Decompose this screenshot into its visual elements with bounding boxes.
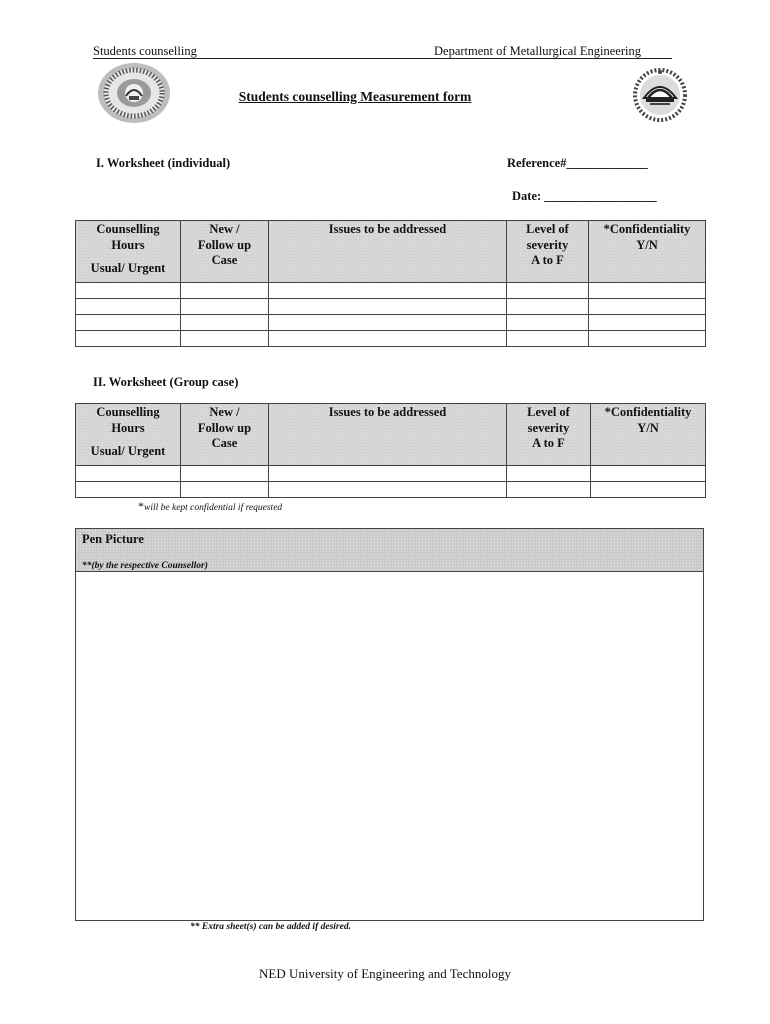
pen-picture-writing-area[interactable] — [76, 572, 703, 920]
column-header-confidentiality — [589, 221, 706, 283]
table-row — [76, 331, 706, 347]
column-header-text: New / Follow up Case — [197, 405, 252, 450]
column-header-text: Level of severity A to F — [526, 222, 569, 267]
table-cell[interactable] — [181, 331, 269, 347]
column-header-severity — [507, 404, 591, 466]
footer-text: NED University of Engineering and Technology — [259, 966, 511, 981]
table-cell[interactable] — [181, 283, 269, 299]
table-cell[interactable] — [269, 331, 507, 347]
column-header-subtext: Usual/ Urgent — [90, 444, 166, 458]
column-header-new-followup — [181, 404, 269, 466]
column-header-counselling-hours — [76, 404, 181, 466]
confidential-note-text: will be kept confidential if requested — [144, 503, 283, 513]
column-header-subtext: Usual/ Urgent — [90, 261, 166, 275]
table-cell[interactable] — [269, 315, 507, 331]
pen-picture-box — [75, 528, 704, 921]
table-row — [76, 299, 706, 315]
column-header-text: *Confidentiality Y/N — [604, 405, 692, 435]
table-cell[interactable] — [269, 482, 507, 498]
table-cell[interactable] — [589, 283, 706, 299]
table-cell[interactable] — [507, 482, 591, 498]
table-row — [76, 283, 706, 299]
table-cell[interactable] — [589, 331, 706, 347]
column-header-issues — [269, 221, 507, 283]
column-header-text: Issues to be addressed — [328, 405, 447, 419]
table-cell[interactable] — [589, 299, 706, 315]
column-header-text: New / Follow up Case — [197, 222, 252, 267]
pen-picture-subtitle: **(by the respective Counsellor) — [82, 561, 208, 571]
table-cell[interactable] — [181, 299, 269, 315]
table-cell[interactable] — [76, 331, 181, 347]
table-cell[interactable] — [507, 315, 589, 331]
worksheet1-heading: I. Worksheet (individual) — [96, 156, 231, 170]
column-header-counselling-hours — [76, 221, 181, 283]
column-header-severity — [507, 221, 589, 283]
table-cell[interactable] — [76, 299, 181, 315]
worksheet2-table — [75, 403, 706, 498]
extra-sheet-note: ** Extra sheet(s) can be added if desired. — [190, 922, 351, 932]
table-cell[interactable] — [76, 482, 181, 498]
header-left-text: Students counselling — [93, 44, 197, 58]
column-header-text: Counselling Hours — [96, 222, 160, 252]
table-cell[interactable] — [507, 283, 589, 299]
column-header-text: Level of severity A to F — [527, 405, 570, 450]
table-cell[interactable] — [591, 482, 706, 498]
table-row — [76, 466, 706, 482]
table-cell[interactable] — [181, 466, 269, 482]
table-cell[interactable] — [507, 466, 591, 482]
column-header-text: *Confidentiality Y/N — [603, 222, 691, 252]
date-field[interactable]: Date: __________________ — [512, 189, 657, 203]
column-header-issues — [269, 404, 507, 466]
table-cell[interactable] — [507, 331, 589, 347]
header-rule — [93, 58, 672, 59]
column-header-text: Counselling Hours — [96, 405, 160, 435]
column-header-confidentiality — [591, 404, 706, 466]
asterisk-mark: * — [138, 499, 144, 513]
worksheet2-heading: II. Worksheet (Group case) — [93, 375, 239, 389]
form-title: Students counselling Measurement form — [238, 89, 472, 104]
table-cell[interactable] — [181, 482, 269, 498]
table-row — [76, 482, 706, 498]
table-cell[interactable] — [507, 299, 589, 315]
table-cell[interactable] — [591, 466, 706, 482]
pen-picture-header — [76, 529, 703, 572]
header-right-text: Department of Metallurgical Engineering — [434, 44, 641, 58]
column-header-new-followup — [181, 221, 269, 283]
table-cell[interactable] — [181, 315, 269, 331]
confidential-note — [138, 499, 282, 514]
reference-field[interactable]: Reference#_____________ — [507, 156, 648, 170]
table-cell[interactable] — [76, 283, 181, 299]
column-header-text: Issues to be addressed — [328, 222, 447, 236]
table-row — [76, 315, 706, 331]
table-cell[interactable] — [76, 315, 181, 331]
table-cell[interactable] — [269, 466, 507, 482]
table-cell[interactable] — [76, 466, 181, 482]
table-cell[interactable] — [589, 315, 706, 331]
worksheet1-table — [75, 220, 706, 347]
table-cell[interactable] — [269, 283, 507, 299]
pen-picture-title: Pen Picture — [82, 532, 144, 546]
university-crest-logo — [630, 68, 690, 122]
table-cell[interactable] — [269, 299, 507, 315]
